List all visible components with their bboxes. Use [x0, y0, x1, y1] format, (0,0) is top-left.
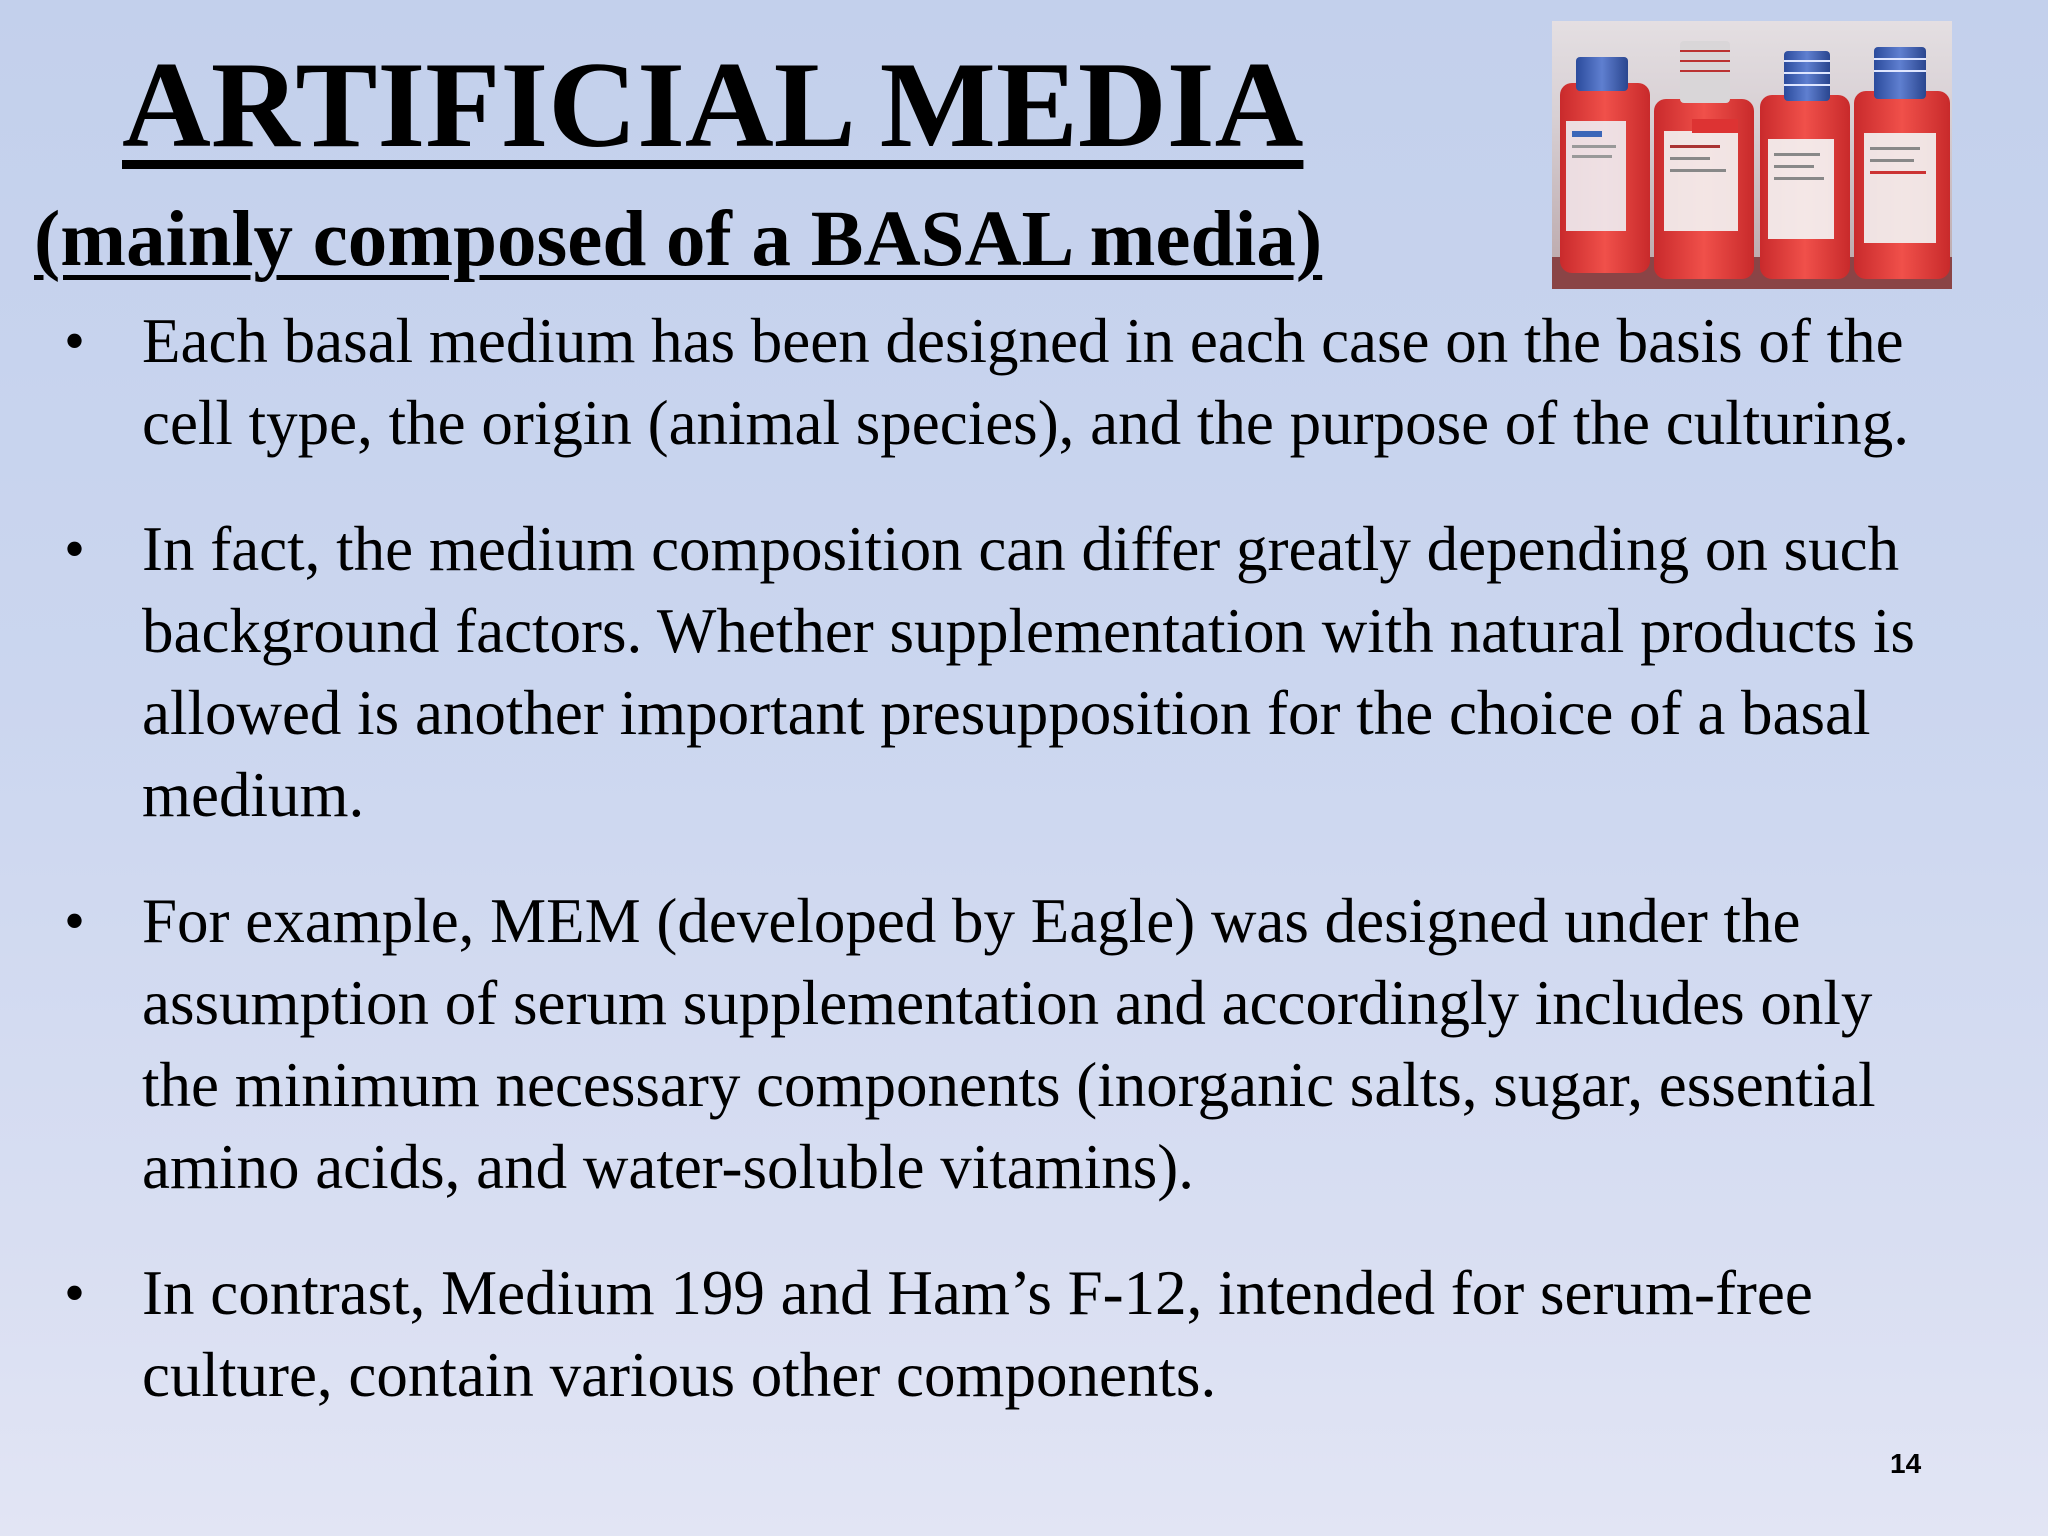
bullet-text: In contrast, Medium 199 and Ham’s F-12, intended for serum-free culture, contain various other components.: [142, 1258, 1813, 1410]
bullet-text: In fact, the medium composition can differ greatly depending on such background factors. Whether supplementation with natural products is allowed is another important presupposition for the choice of a basal medium.: [142, 514, 1915, 830]
bullet-item: [60, 300, 1960, 464]
bullet-text: Each basal medium has been designed in each case on the basis of the cell type, the origin (animal species), and the purpose of the culturing.: [142, 306, 1909, 458]
slide-subtitle: (mainly composed of a BASAL media): [34, 196, 1323, 283]
bullet-item: [60, 508, 1960, 836]
bullet-marker: •: [64, 1260, 86, 1326]
media-bottles-photo: [1552, 21, 1952, 289]
bullet-item: [60, 880, 1960, 1208]
bullet-marker: •: [64, 888, 86, 954]
bullet-item: [60, 1252, 1960, 1416]
bullet-list: [60, 300, 1960, 1460]
bullet-marker: •: [64, 308, 86, 374]
bullet-text: For example, MEM (developed by Eagle) was designed under the assumption of serum supplementation and accordingly includes only the minimum necessary components (inorganic salts, sugar, essential amino acids, and water-soluble vitamins).: [142, 886, 1876, 1202]
bullet-marker: •: [64, 516, 86, 582]
media-bottles-illustration: [1552, 21, 1952, 289]
page-number: 14: [1890, 1448, 1922, 1479]
slide-title: ARTIFICIAL MEDIA: [122, 36, 1304, 173]
